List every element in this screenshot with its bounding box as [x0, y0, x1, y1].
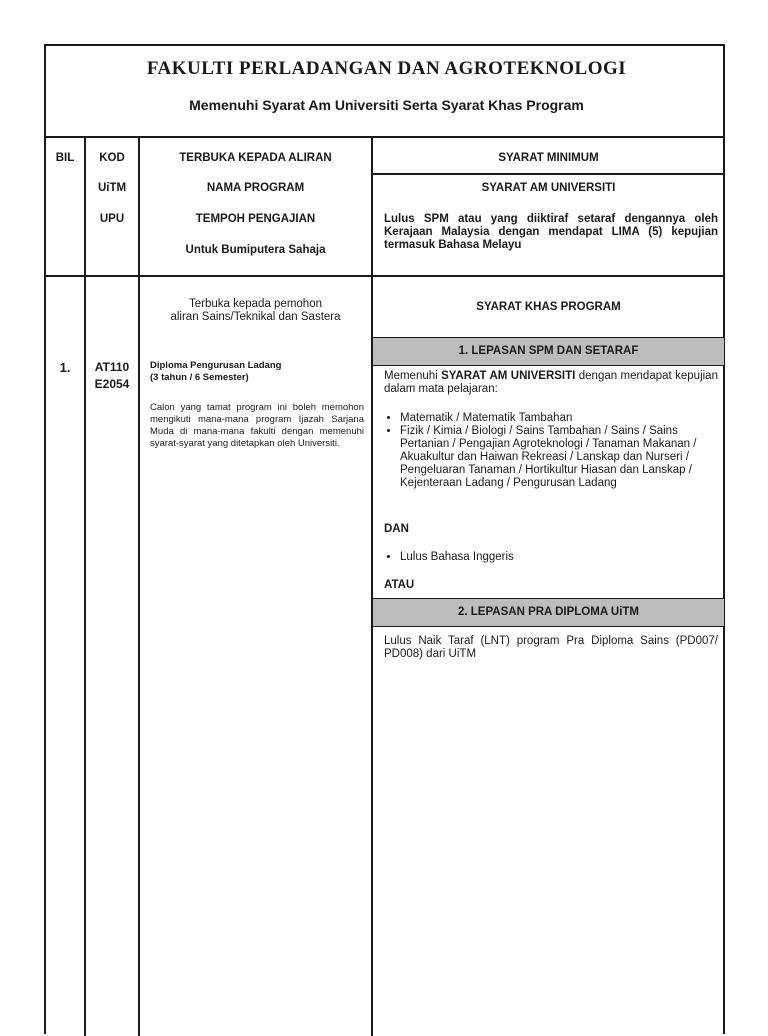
- col-kod-header: KOD: [99, 152, 125, 164]
- program-note: Calon yang tamat program ini boleh memohon mengikuti mana-mana program Ijazah Sarjana Muda di mana-mana fakulti dengan memenuhi syarat-syarat yang ditetapkan oleh Universiti.: [150, 402, 364, 449]
- row-kod-upu: E2054: [94, 377, 130, 391]
- atau-label: ATAU: [384, 579, 415, 591]
- syarat-khas-title: SYARAT KHAS PROGRAM: [476, 301, 621, 313]
- col-tempoh-header: TEMPOH PENGAJIAN: [195, 213, 316, 225]
- english-list: [386, 551, 730, 564]
- row-aliran: [140, 298, 371, 324]
- aliran-line-2: aliran Sains/Teknikal dan Sastera: [170, 311, 341, 323]
- col-bumiputera-header: Untuk Bumiputera Sahaja: [185, 244, 326, 256]
- section1-title-bar: 1. LEPASAN SPM DAN SETARAF: [373, 337, 724, 366]
- program-duration: (3 tahun / 6 Semester): [150, 372, 249, 383]
- col-syarat-minimum-header: SYARAT MINIMUM: [498, 152, 599, 164]
- section2-title-bar: 2. LEPASAN PRA DIPLOMA UiTM: [373, 598, 724, 627]
- dan-label: DAN: [384, 523, 409, 535]
- program-name-block: [150, 360, 364, 384]
- column-divider-bil: [84, 136, 86, 1036]
- section1-intro-pre: Memenuhi: [384, 370, 438, 382]
- syarat-am-text: Lulus SPM atau yang diiktiraf setaraf dengannya oleh Kerajaan Malaysia dengan mendapat LIMA (5) kepujian termasuk Bahasa Melayu: [384, 213, 718, 251]
- row-bil: 1.: [59, 360, 71, 375]
- section1-intro-bold: SYARAT AM UNIVERSITI: [441, 370, 576, 382]
- col-upu-header: UPU: [99, 213, 125, 225]
- col-uitm-header: UiTM: [97, 182, 127, 194]
- subject-list-item: • Matematik / Matematik Tambahan: [400, 412, 730, 425]
- aliran-line-1: Terbuka kepada pemohon: [189, 298, 322, 310]
- subject-list: [386, 412, 730, 490]
- col-bil-header: BIL: [55, 152, 75, 164]
- header-divider: [46, 136, 723, 138]
- col-nama-header: NAMA PROGRAM: [206, 182, 305, 194]
- column-divider-program: [371, 136, 373, 1036]
- row-kod-uitm: AT110: [94, 360, 130, 374]
- subject-list-item: • Fizik / Kimia / Biologi / Sains Tambahan / Sains / Sains Pertanian / Pengajian Agroteknologi / Tanaman Makanan / Akuakultur dan Haiwan Rekreasi / Lanskap dan Nurseri / Pengeluaran Tanaman / Hortikultur Hiasan dan Lanskap / Kejenteraan Ladang / Pengurusan Ladang: [400, 425, 730, 490]
- requirements-table: [44, 44, 725, 1034]
- faculty-title: FAKULTI PERLADANGAN DAN AGROTEKNOLOGI: [146, 58, 627, 79]
- column-divider-kod: [138, 136, 140, 1036]
- program-name: Diploma Pengurusan Ladang: [150, 360, 282, 371]
- header-row-divider: [46, 275, 723, 277]
- section1-intro-post: dengan mendapat kepujian dalam mata pelajaran:: [384, 370, 718, 395]
- page-subtitle: Memenuhi Syarat Am Universiti Serta Syarat Khas Program: [189, 97, 584, 113]
- syarat-minimum-divider: [373, 173, 724, 175]
- section1-intro: [384, 370, 718, 396]
- col-aliran-header: TERBUKA KEPADA ALIRAN: [179, 152, 332, 164]
- english-requirement: • Lulus Bahasa Inggeris: [400, 551, 730, 564]
- col-syarat-am-header: SYARAT AM UNIVERSITI: [481, 182, 616, 194]
- section2-text: Lulus Naik Taraf (LNT) program Pra Diploma Sains (PD007/ PD008) dari UiTM: [384, 635, 718, 660]
